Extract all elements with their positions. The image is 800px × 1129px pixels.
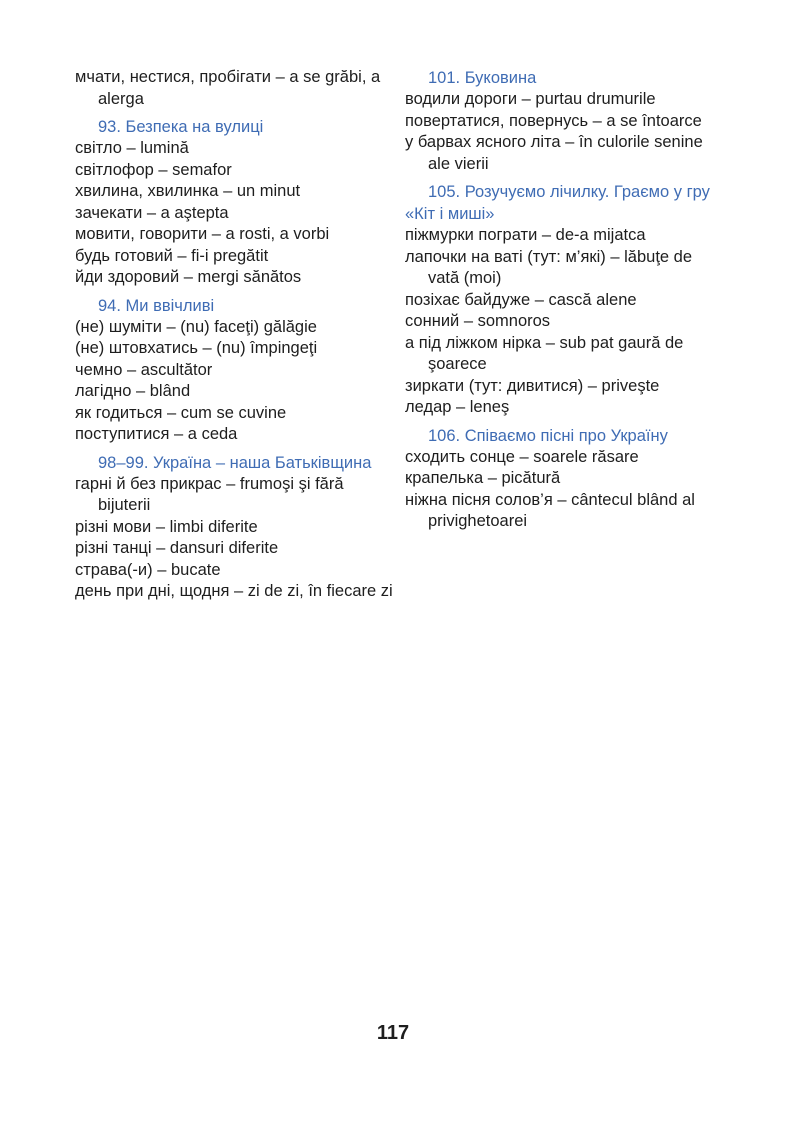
- section-heading: 101. Буковина: [428, 69, 537, 87]
- vocab-entry: позіхає байдуже – cască alene: [405, 290, 637, 309]
- vocab-entry: лагідно – blând: [75, 382, 191, 400]
- lead-entry: мчати, нестися, пробігати – a se grăbi, a alerga: [75, 68, 381, 108]
- page-number: 117: [376, 1022, 410, 1044]
- section-101: [405, 67, 725, 175]
- vocab-entry: зачекати – a aştepta: [75, 203, 229, 222]
- vocab-entry: ніжна пісня солов’я – cântecul blând al privighetoarei: [405, 490, 695, 530]
- vocab-entry: (не) шуміти – (nu) faceţi) gălăgie: [75, 317, 317, 336]
- vocab-entry: будь готовий – fi-i pregătit: [75, 246, 269, 265]
- vocab-entry: гарні й без прикрас – frumoşi şi fără bijuterii: [75, 474, 344, 514]
- vocab-entry: хвилина, хвилинка – un minut: [75, 182, 301, 200]
- vocab-entry: різні танці – dansuri diferite: [75, 539, 279, 557]
- vocab-entry: сходить сонце – soarele răsare: [405, 447, 639, 466]
- vocab-entry: ледар – leneş: [405, 398, 510, 416]
- vocab-entry: мовити, говорити – a rosti, a vorbi: [75, 225, 330, 243]
- section-heading: 93. Безпека на вулиці: [98, 118, 264, 136]
- section-heading: 98–99. Україна – наша Батьківщина: [98, 453, 372, 472]
- left-column: [75, 67, 395, 603]
- vocab-entry: водили дороги – purtau drumurile: [405, 90, 656, 108]
- vocab-entry: страва(-и) – bucate: [75, 560, 221, 579]
- section-93: [75, 116, 395, 289]
- vocab-entry: чемно – ascultător: [75, 360, 213, 379]
- section-heading: 105. Розучуємо лічилку. Граємо у гру «Кіт і миші»: [405, 183, 710, 223]
- vocab-entry: світлофор – semafor: [75, 160, 232, 179]
- vocab-entry: піжмурки пограти – de-a mijatca: [405, 226, 646, 244]
- vocab-entry: у барвах ясного літа – în culorile senine ale vierii: [405, 133, 703, 173]
- vocab-entry: сонний – somnoros: [405, 312, 551, 330]
- section-98-99: [75, 452, 395, 603]
- vocab-entry: повертатися, повернусь – a se întoarce: [405, 111, 702, 130]
- vocab-entry: як годиться – cum se cuvine: [75, 403, 287, 422]
- section-heading: 106. Співаємо пісні про Україну: [428, 426, 668, 445]
- vocab-entry: лапочки на ваті (тут: м’які) – lăbuţe de vată (moi): [405, 247, 693, 287]
- vocab-entry: поступитися – a ceda: [75, 425, 238, 443]
- vocab-entry: світло – lumină: [75, 139, 189, 157]
- section-105: [405, 181, 725, 419]
- section-106: [405, 425, 725, 533]
- vocab-entry: зиркати (тут: дивитися) – priveşte: [405, 376, 660, 395]
- vocab-entry: крапелька – picătură: [405, 469, 561, 487]
- vocab-entry: (не) штовхатись – (nu) împingeţi: [75, 339, 318, 357]
- vocab-entry: а під ліжком нірка – sub pat gaură de şoarece: [405, 333, 684, 373]
- section-heading: 94. Ми ввічливі: [98, 296, 215, 315]
- vocab-entry: різні мови – limbi diferite: [75, 517, 258, 536]
- right-column: [405, 67, 725, 533]
- section-94: [75, 295, 395, 446]
- vocab-entry: день при дні, щодня – zi de zi, în fiecare zi: [75, 582, 393, 600]
- vocab-entry: йди здоровий – mergi sănătos: [75, 268, 302, 286]
